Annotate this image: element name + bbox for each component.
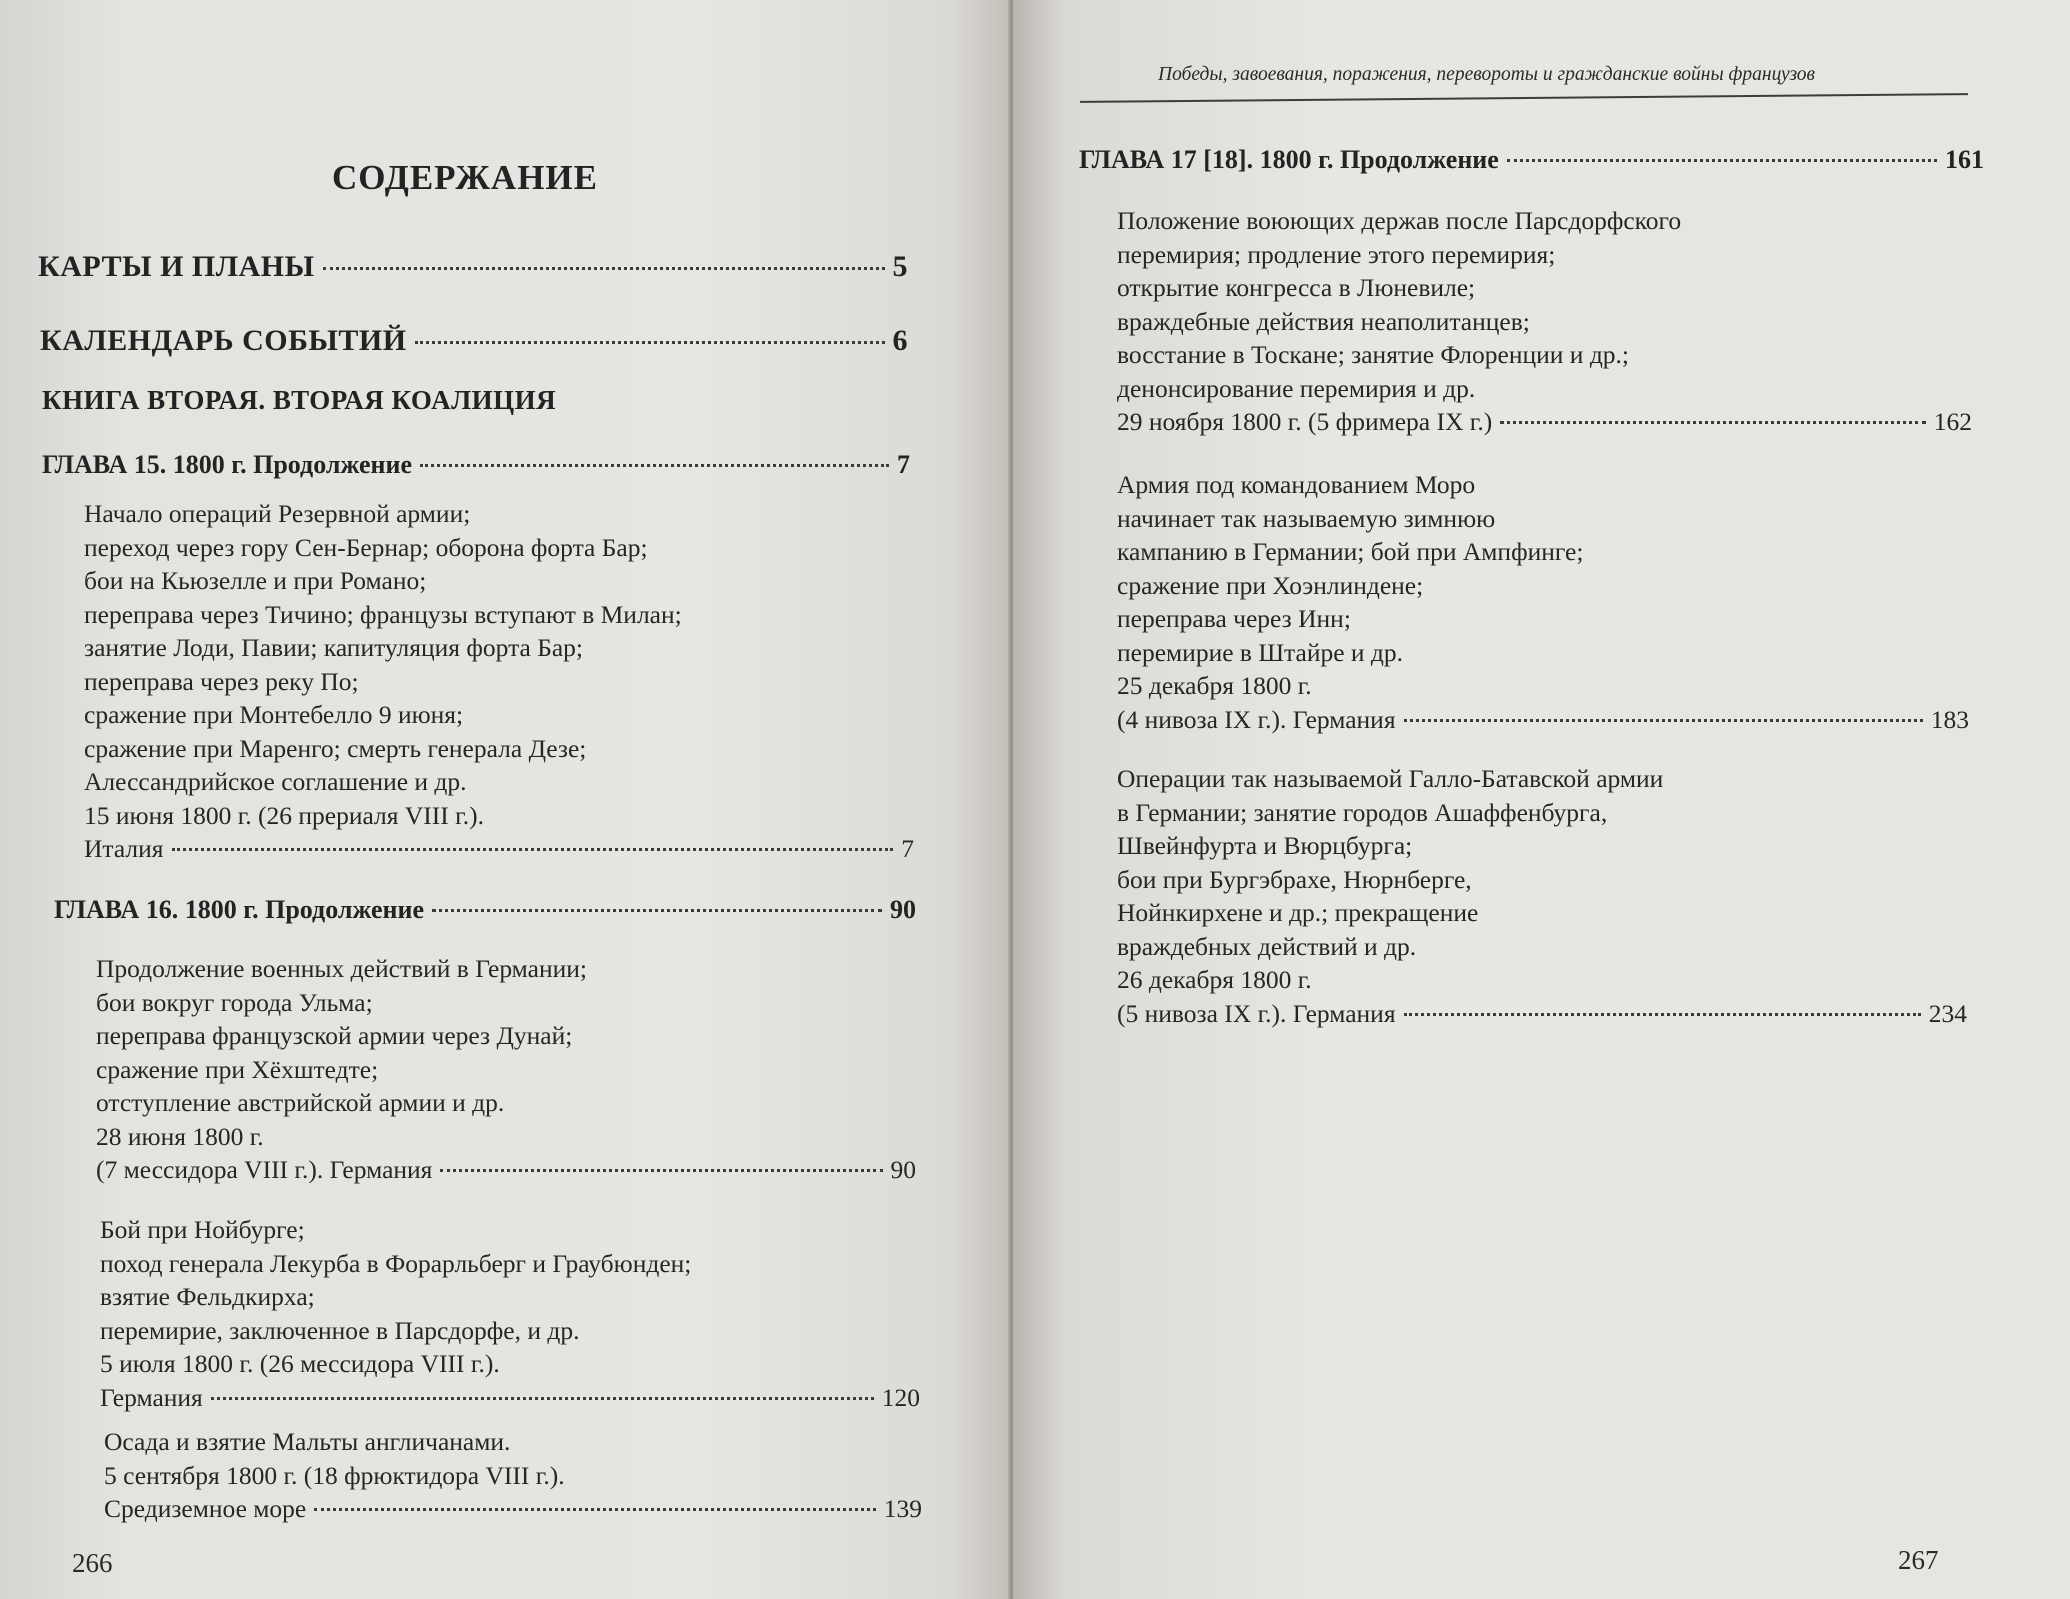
entry-line: Осада и взятие Мальты англичанами. (104, 1427, 511, 1456)
entry-line: в Германии; занятие городов Ашаффенбурга, (1117, 797, 1608, 827)
entry-line: Бой при Нойбурге; (100, 1215, 305, 1244)
entry-line: открытие конгресса в Люневиле; (1117, 273, 1476, 302)
entry-line: (7 мессидора VIII г.). Германия (96, 1155, 433, 1184)
entry-line: бои на Кьюзелле и при Романо; (84, 566, 427, 595)
entry-last-line (100, 1381, 920, 1415)
entry-line: переправа французской армии через Дунай; (96, 1021, 573, 1050)
page-number-right: 267 (1898, 1545, 1939, 1575)
toc-page-number: 7 (897, 450, 910, 479)
entry-line: 5 июля 1800 г. (26 мессидора VIII г.). (100, 1349, 500, 1378)
chapter-title: ГЛАВА 16. 1800 г. Продолжение (54, 895, 425, 924)
chapter-16-entry-1 (96, 952, 916, 1187)
entry-line: Италия (84, 834, 164, 863)
entry-line: Начало операций Резервной армии; (84, 499, 471, 528)
chapter-17-entry-1 (1117, 204, 1972, 439)
entry-line: (5 нивоза IX г.). Германия (1117, 998, 1396, 1028)
entry-line: 26 декабря 1800 г. (1117, 965, 1312, 994)
entry-line: (4 нивоза IX г.). Германия (1117, 704, 1396, 734)
entry-line: Армия под командованием Моро (1117, 470, 1476, 499)
chapter-16-entry-3 (104, 1425, 922, 1526)
entry-line: переход через гору Сен-Бернар; оборона форта Бар; (84, 532, 648, 562)
entry-line: сражение при Монтебелло 9 июня; (84, 700, 464, 729)
entry-line: Продолжение военных действий в Германии; (96, 954, 587, 983)
chapter-title: ГЛАВА 17 [18]. 1800 г. Продолжение (1079, 145, 1499, 174)
leader-dots (1404, 719, 1923, 722)
leader-dots (415, 341, 885, 344)
entry-line: переправа через Инн; (1117, 604, 1351, 633)
chapter-16-entry-2 (100, 1213, 920, 1414)
entry-line: Средиземное море (104, 1494, 307, 1523)
entry-line: взятие Фельдкирха; (100, 1282, 315, 1311)
entry-line: 25 декабря 1800 г. (1117, 671, 1312, 700)
leader-dots (440, 1169, 882, 1172)
entry-line: поход генерала Лекурба в Форарльберг и Граубюнден; (100, 1248, 692, 1278)
chapter-17-entry-2 (1117, 468, 1969, 736)
leader-dots (420, 464, 889, 467)
toc-row-calendar (40, 324, 908, 358)
entry-line: 29 ноября 1800 г. (5 фримера IX г.) (1117, 407, 1493, 436)
entry-last-line (1117, 703, 1969, 737)
page-title: СОДЕРЖАНИЕ (332, 158, 599, 197)
entry-line: перемирие, заключенное в Парсдорфе, и др. (100, 1315, 580, 1345)
entry-line: бои вокруг города Ульма; (96, 987, 373, 1017)
left-page (0, 0, 1010, 1599)
toc-page-number: 90 (890, 1155, 916, 1184)
toc-page-number: 234 (1928, 998, 1967, 1028)
entry-line: враждебные действия неаполитанцев; (1117, 306, 1530, 336)
entry-line: враждебных действий и др. (1117, 931, 1417, 961)
entry-line: переправа через Тичино; французы вступают в Милан; (84, 599, 682, 629)
entry-last-line (1117, 405, 1972, 439)
entry-last-line (104, 1492, 922, 1526)
leader-dots (432, 909, 882, 912)
page-number-left: 266 (72, 1548, 113, 1578)
entry-line: кампанию в Германии; бой при Ампфинге; (1117, 537, 1584, 566)
leader-dots (1500, 421, 1926, 424)
right-page (1013, 0, 2070, 1599)
chapter-17-heading (1079, 145, 1984, 175)
entry-line: сражение при Хёхштедте; (96, 1054, 379, 1084)
toc-page-number: 7 (901, 834, 914, 863)
entry-last-line (84, 832, 914, 866)
entry-line: переправа через реку По; (84, 666, 359, 696)
toc-page-number: 139 (883, 1494, 922, 1523)
entry-last-line (1117, 997, 1967, 1031)
book-heading: КНИГА ВТОРАЯ. ВТОРАЯ КОАЛИЦИЯ (42, 385, 557, 415)
entry-line: Германия (100, 1382, 203, 1412)
entry-line: 28 июня 1800 г. (96, 1121, 264, 1151)
entry-line: бои при Бургэбрахе, Нюрнберге, (1117, 864, 1472, 894)
chapter-title: ГЛАВА 15. 1800 г. Продолжение (42, 450, 413, 479)
leader-dots (314, 1508, 876, 1511)
entry-line: Положение воюющих держав после Парсдорфского (1117, 206, 1682, 235)
toc-page-number: 120 (881, 1382, 920, 1412)
entry-line: отступление австрийской армии и др. (96, 1088, 505, 1117)
entry-line: Нойнкирхене и др.; прекращение (1117, 898, 1479, 927)
entry-line: начинает так называемую зимнюю (1117, 503, 1496, 533)
entry-line: денонсирование перемирия и др. (1117, 373, 1476, 403)
entry-line: 5 сентября 1800 г. (18 фрюктидора VIII г.). (104, 1460, 565, 1490)
running-head: Победы, завоевания, поражения, перевороты и гражданские войны французов (1158, 64, 1816, 85)
entry-line: перемирие в Штайре и др. (1117, 637, 1404, 667)
toc-page-number: 90 (890, 895, 916, 924)
entry-line: Алессандрийское соглашение и др. (84, 767, 467, 796)
toc-label: КАРТЫ И ПЛАНЫ (38, 250, 315, 283)
entry-line: перемирия; продление этого перемирия; (1117, 239, 1556, 269)
leader-dots (172, 848, 894, 851)
toc-page-number: 5 (892, 250, 908, 283)
toc-page-number: 161 (1945, 145, 1984, 174)
chapter-15-heading (42, 450, 910, 480)
chapter-17-entry-3 (1117, 762, 1967, 1030)
leader-dots (1507, 159, 1937, 162)
leader-dots (1404, 1013, 1921, 1016)
header-rule (1080, 93, 1968, 103)
entry-line: занятие Лоди, Павии; капитуляция форта Бар; (84, 633, 584, 662)
entry-line: 15 июня 1800 г. (26 прериаля VIII г.). (84, 800, 484, 830)
leader-dots (323, 267, 885, 270)
toc-label: КАЛЕНДАРЬ СОБЫТИЙ (40, 324, 407, 357)
entry-line: сражение при Хоэнлиндене; (1117, 570, 1424, 600)
toc-page-number: 6 (892, 324, 908, 357)
toc-page-number: 183 (1930, 704, 1969, 734)
entry-line: Операции так называемой Галло-Батавской армии (1117, 764, 1664, 793)
leader-dots (211, 1397, 874, 1400)
chapter-16-heading (54, 895, 916, 925)
chapter-15-entry (84, 497, 914, 866)
toc-row-maps (38, 250, 908, 284)
entry-line: восстание в Тоскане; занятие Флоренции и др.; (1117, 340, 1630, 369)
entry-last-line (96, 1153, 916, 1187)
entry-line: сражение при Маренго; смерть генерала Дезе; (84, 733, 587, 763)
toc-page-number: 162 (1933, 407, 1972, 436)
entry-line: Швейнфурта и Вюрцбурга; (1117, 831, 1413, 860)
